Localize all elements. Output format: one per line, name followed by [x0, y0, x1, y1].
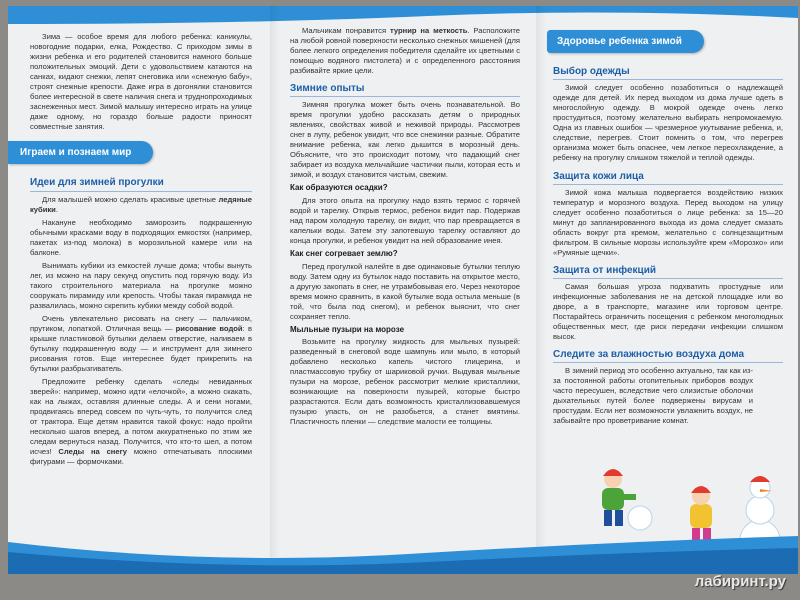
section-banner-play: Играем и познаем мир — [8, 141, 153, 164]
paragraph: Для малышей можно сделать красивые цветные ледяные кубики. — [30, 194, 252, 214]
paragraph — [290, 26, 520, 76]
column-middle — [290, 26, 520, 430]
heading-winter-experiments: Зимние опыты — [290, 82, 520, 97]
paragraph: Перед прогулкой налейте в две одинаковые бутылки теплую воду. Затем одну из бутылок надо поставить на открытое место, а другую закопать в снег, не утрамбовывая его. Через некоторое время можно сравнить, в какой бутылке вода остыла меньше (в той, что была под снегом), и ребенок выяснит, что снег сохраняет тепло. — [290, 261, 520, 321]
bold-text: рисование водой — [175, 323, 243, 333]
text: : в крышке пластиковой бутылки делаем отверстие, наливаем в бутылку подкрашенную воду — и инструмент для зимнего рисования готов. Еще интереснее будет прикрепить на бутылки разбрызгиватель. — [30, 323, 252, 373]
subheading-snow-warms: Как снег согревает землю? — [290, 249, 398, 259]
heading-clothing: Выбор одежды — [553, 65, 783, 80]
text: Предложите ребенку сделать «следы невиданных зверей»: например, можно идти «елочкой», а можно скакать, как на лыжах, оставляя длинные следы. А и сени ногами, продвигаясь вперед совсем по чуть-чуть, то получится след от трактора. Еще детям нравится такой фокус: надо пройти несколько шагов вперед, а потом аккуратненько по этим же следам вернуться назад. Получится, что кто-то шел, а потом исчез! — [30, 376, 252, 456]
fold-line — [536, 6, 546, 574]
paragraph — [30, 377, 252, 467]
column-left — [20, 32, 252, 470]
bold-text: ледяные кубики — [30, 194, 252, 214]
intro-paragraph: Зима — особое время для любого ребенка: каникулы, новогодние подарки, елка, Рождество. С приходом зимы в жизни ребенка и его родителей становится намного больше положительных эмоций. Дети с удовольствием катаются на санках, кидают снежки, лепят снеговика или «снежную бабу», строят снежные крепости. Даже игра в догонялки становится более интересной в свете наличия снега и труднопроходимых заснеженных мест. Зимой малышу интересно играть на улице даже одному, но гораздо больше радости приносят совместные занятия. — [30, 32, 252, 132]
paragraph: Накануне необходимо заморозить подкрашенную обычными красками воду в подходящих емкостях (например, пакетах из-под молока) в морозильной камере или на балконе. — [30, 217, 252, 257]
subheading-precipitation: Как образуются осадки? — [290, 183, 388, 193]
paragraph: Для этого опыта на прогулку надо взять термос с горячей водой и тарелку. Открыв термос, ребенок видит пар. Подержав над паром холодную тарелку, он видит, что пар превращается в капельки воды. Затем эту запотевшую тарелку оставляют до конца прогулки, и ребенок увидит на ней образование инея. — [290, 195, 520, 245]
paragraph: Возьмите на прогулку жидкость для мыльных пузырей: разведенный в снеговой воде шампунь или мыло, в который добавлено несколько капель чистого глицерина, и пластмассовую трубку от шариковой ручки. Выдувая мыльные пузыри на морозе, ребенок рассмотрит мелкие кристаллики, возникающие на поверхности пузырей, которые быстро разрастаются. Если дать возможность кристаллизовавшемуся пузырю упасть, он не разобьется, а станет вмятины. Пластичность пленки — следствие малости ее толщины. — [290, 337, 520, 427]
paragraph: Зимой кожа малыша подвергается воздействию низких температур и морозного воздуха. Перед выходом на улицу следует особенно позаботиться о лице ребенка: за 15—20 минут до запланированного выхода из дома следует смазать область вокруг рта кремом, желательно с солнцезащитным фильтром. В сильные морозы используйте крем «Морозко» или «Румяные щечки». — [553, 187, 783, 257]
subheading-bubbles: Мыльные пузыри на морозе — [290, 324, 405, 334]
heading-winter-walk-ideas: Идеи для зимней прогулки — [30, 176, 252, 191]
bold-text: Следы на снегу — [58, 446, 127, 456]
paragraph — [30, 314, 252, 374]
brochure-page — [8, 6, 798, 574]
paragraph: В зимний период это особенно актуально, так как из-за постоянной работы отопительных приборов воздух часто пересушен, вследствие чего слизистые оболочки дыхательных путей более подвержены вирусам и простудам. Если нет возможности увлажнить воздух, не забывайте про проветривание комнат. — [553, 366, 753, 426]
bottom-wave-decoration — [8, 514, 798, 574]
text: Для малышей можно сделать красивые цветные — [42, 194, 217, 204]
watermark: лабиринт.ру — [694, 573, 786, 590]
paragraph: Зимняя прогулка может быть очень познавательной. Во время прогулки удобно рассказать детям о природных явлениях, свойствах живой и неживой природы. Рассмотрев снег в лупу, ребенок увидит, что все снежинки разные. Обратите внимание ребенка, как легко дышится в морозный день. Объясните, что это происходит потому, что падающий снег забирает из воздуха мельчайшие частички пыли, которая есть и зимой, и воздух становится чистым, свежим. — [290, 100, 520, 180]
text: Мальчикам понравится — [302, 26, 387, 35]
bold-text: турнир на меткость — [389, 26, 468, 35]
paragraph: Вынимать кубики из емкостей лучше дома; чтобы вынуть лег, из можно на пару секунд опустить под горячую воду. Из такого строительного материала на прогулке можно сооружать пирамиду или крепость. Чтобы такая пирамида не развалилась, можно скрепить кубики между собой водой. — [30, 260, 252, 310]
text: . Расположите на любой ровной поверхности несколько снежных мишеней (для более легкого определения победителя сделайте их цветными с помощью водяного пистолета) и с определенного расстояния разбивайте яркие цели. — [290, 26, 521, 76]
paragraph: Самая большая угроза подхватить простудные или инфекционные заболевания не на детской площадке или во дворе, а в транспорте, магазине или торговом центре. Постарайтесь ограничить посещения с ребенком многолюдных общественных мест, где риск передачи инфекции слишком высок. — [553, 281, 783, 342]
heading-infection-protection: Защита от инфекций — [553, 264, 783, 279]
column-right — [553, 24, 783, 429]
heading-air-humidity: Следите за влажностью воздуха дома — [553, 348, 783, 363]
section-banner-health: Здоровье ребенка зимой — [547, 30, 704, 53]
paragraph: Зимой следует особенно позаботиться о надлежащей одежде для детей. Их перед выходом из дома лучше одеть в многослойную одежду. В мокрой одежде очень легко простудиться, поэтому желательно выбирать непромокаемую. Одна из главных ошибок — чрезмерное укутывание ребенка, и, следствие, перегрев. Стоит помнить о том, что перегрев организма может быть опаснее, чем легкое переохлаждение, а ребенку на прогулку слишком тяжелой и теплой одежды. — [553, 83, 783, 163]
fold-line — [270, 6, 280, 574]
text: Очень увлекательно рисовать на снегу — пальчиком, прутиком, лопаткой. Отличная вещь — — [30, 313, 252, 333]
text: можно отпечатывать плоскими фигурами — формочками. — [30, 446, 252, 466]
heading-skin-protection: Защита кожи лица — [553, 170, 783, 185]
